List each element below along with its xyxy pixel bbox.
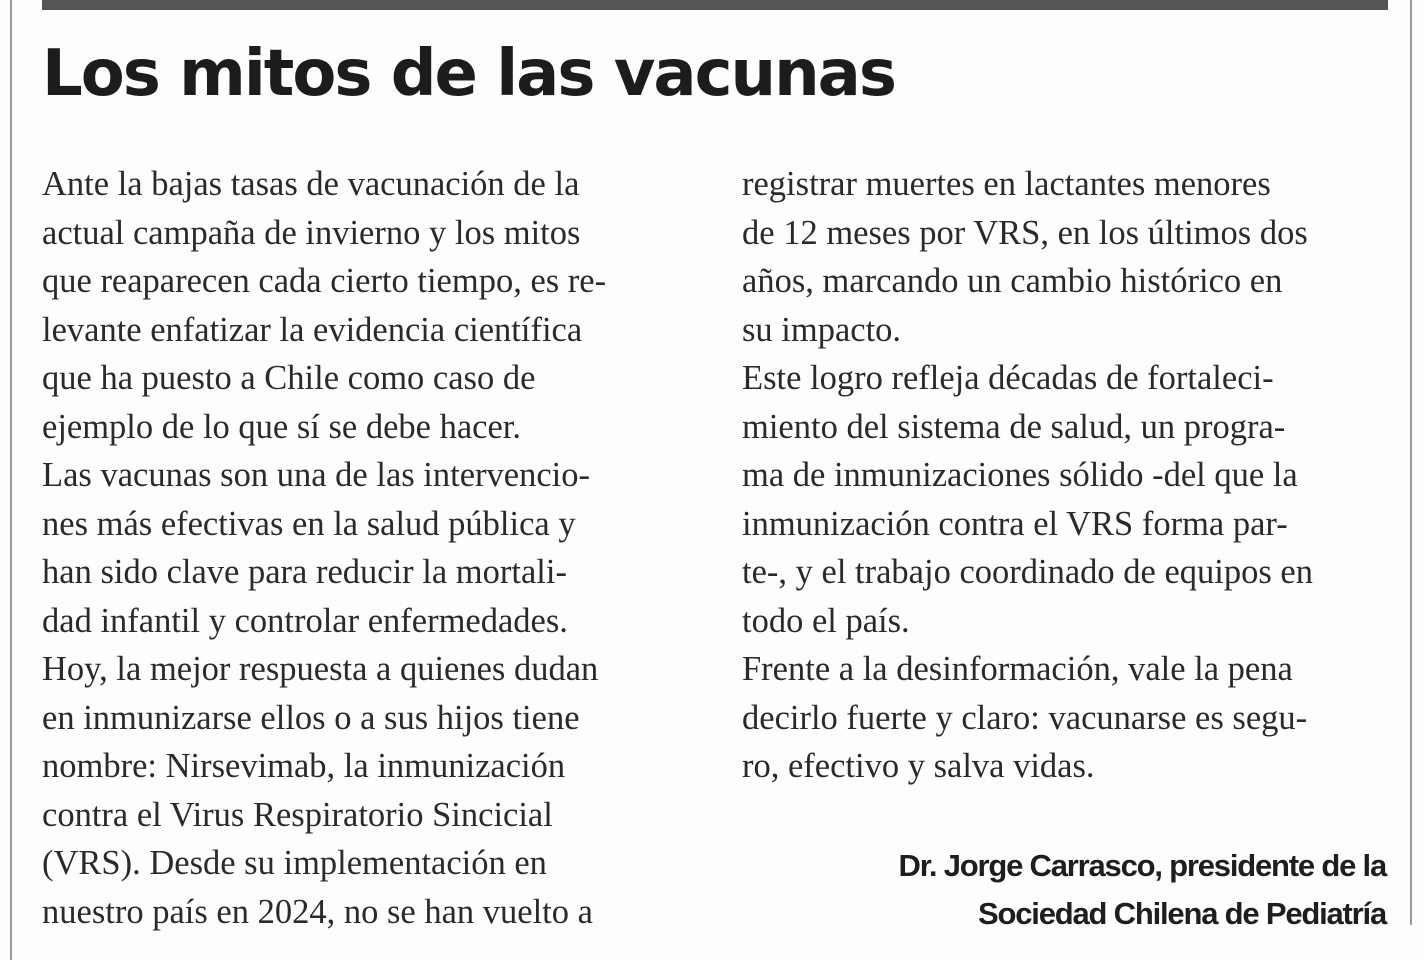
text-line: actual campaña de invierno y los mitos — [42, 213, 581, 252]
text-line: levante enfatizar la evidencia científica — [42, 310, 583, 349]
text-line: ma de inmunizaciones sólido -del que la — [742, 456, 1298, 494]
text-line: ro, efectivo y salva vidas. — [742, 747, 1095, 785]
author-name-title: Dr. Jorge Carrasco, presidente de la — [898, 848, 1386, 883]
text-line: te-, y el trabajo coordinado de equipos en — [742, 553, 1313, 591]
text-line: nes más efectivas en la salud pública y — [42, 504, 576, 543]
text-line: nombre: Nirsevimab, la inmunización — [42, 747, 566, 785]
text-line: han sido clave para reducir la mortali- — [42, 553, 567, 591]
left-border-line — [10, 0, 12, 960]
text-line: (VRS). Desde su implementación en — [42, 844, 547, 882]
text-line: ejemplo de lo que sí se debe hacer. — [42, 407, 521, 446]
article-headline: Los mitos de las vacunas — [42, 37, 895, 111]
author-signature — [899, 842, 1386, 938]
text-line: que ha puesto a Chile como caso de — [42, 359, 536, 397]
text-line: de 12 meses por VRS, en los últimos dos — [742, 213, 1308, 252]
text-line: inmunización contra el VRS forma par- — [742, 504, 1288, 543]
text-line: contra el Virus Respiratorio Sincicial — [42, 795, 553, 834]
text-line: nuestro país en 2024, no se han vuelto a — [42, 892, 593, 931]
text-line: Hoy, la mejor respuesta a quienes dudan — [42, 650, 599, 688]
author-organization: Sociedad Chilena de Pediatría — [978, 896, 1386, 931]
right-border-line — [1410, 0, 1412, 925]
text-line: en inmunizarse ellos o a sus hijos tiene — [42, 698, 580, 737]
text-line: dad infantil y controlar enfermedades. — [42, 601, 568, 640]
text-line: registrar muertes en lactantes menores — [742, 165, 1271, 203]
text-line: Este logro refleja décadas de fortaleci- — [742, 359, 1274, 397]
text-line: decirlo fuerte y claro: vacunarse es segu- — [742, 698, 1308, 737]
text-line: años, marcando un cambio histórico en — [742, 262, 1283, 300]
text-line: Las vacunas son una de las intervencio- — [42, 456, 590, 494]
text-line: Ante la bajas tasas de vacunación de la — [42, 165, 580, 203]
left-column — [42, 160, 692, 936]
right-column — [742, 160, 1402, 791]
text-line: que reaparecen cada cierto tiempo, es re- — [42, 262, 607, 300]
text-line: su impacto. — [742, 310, 902, 349]
top-rule-bar — [42, 0, 1388, 10]
text-line: todo el país. — [742, 601, 910, 640]
text-line: miento del sistema de salud, un progra- — [742, 407, 1286, 446]
text-line: Frente a la desinformación, vale la pena — [742, 650, 1293, 688]
